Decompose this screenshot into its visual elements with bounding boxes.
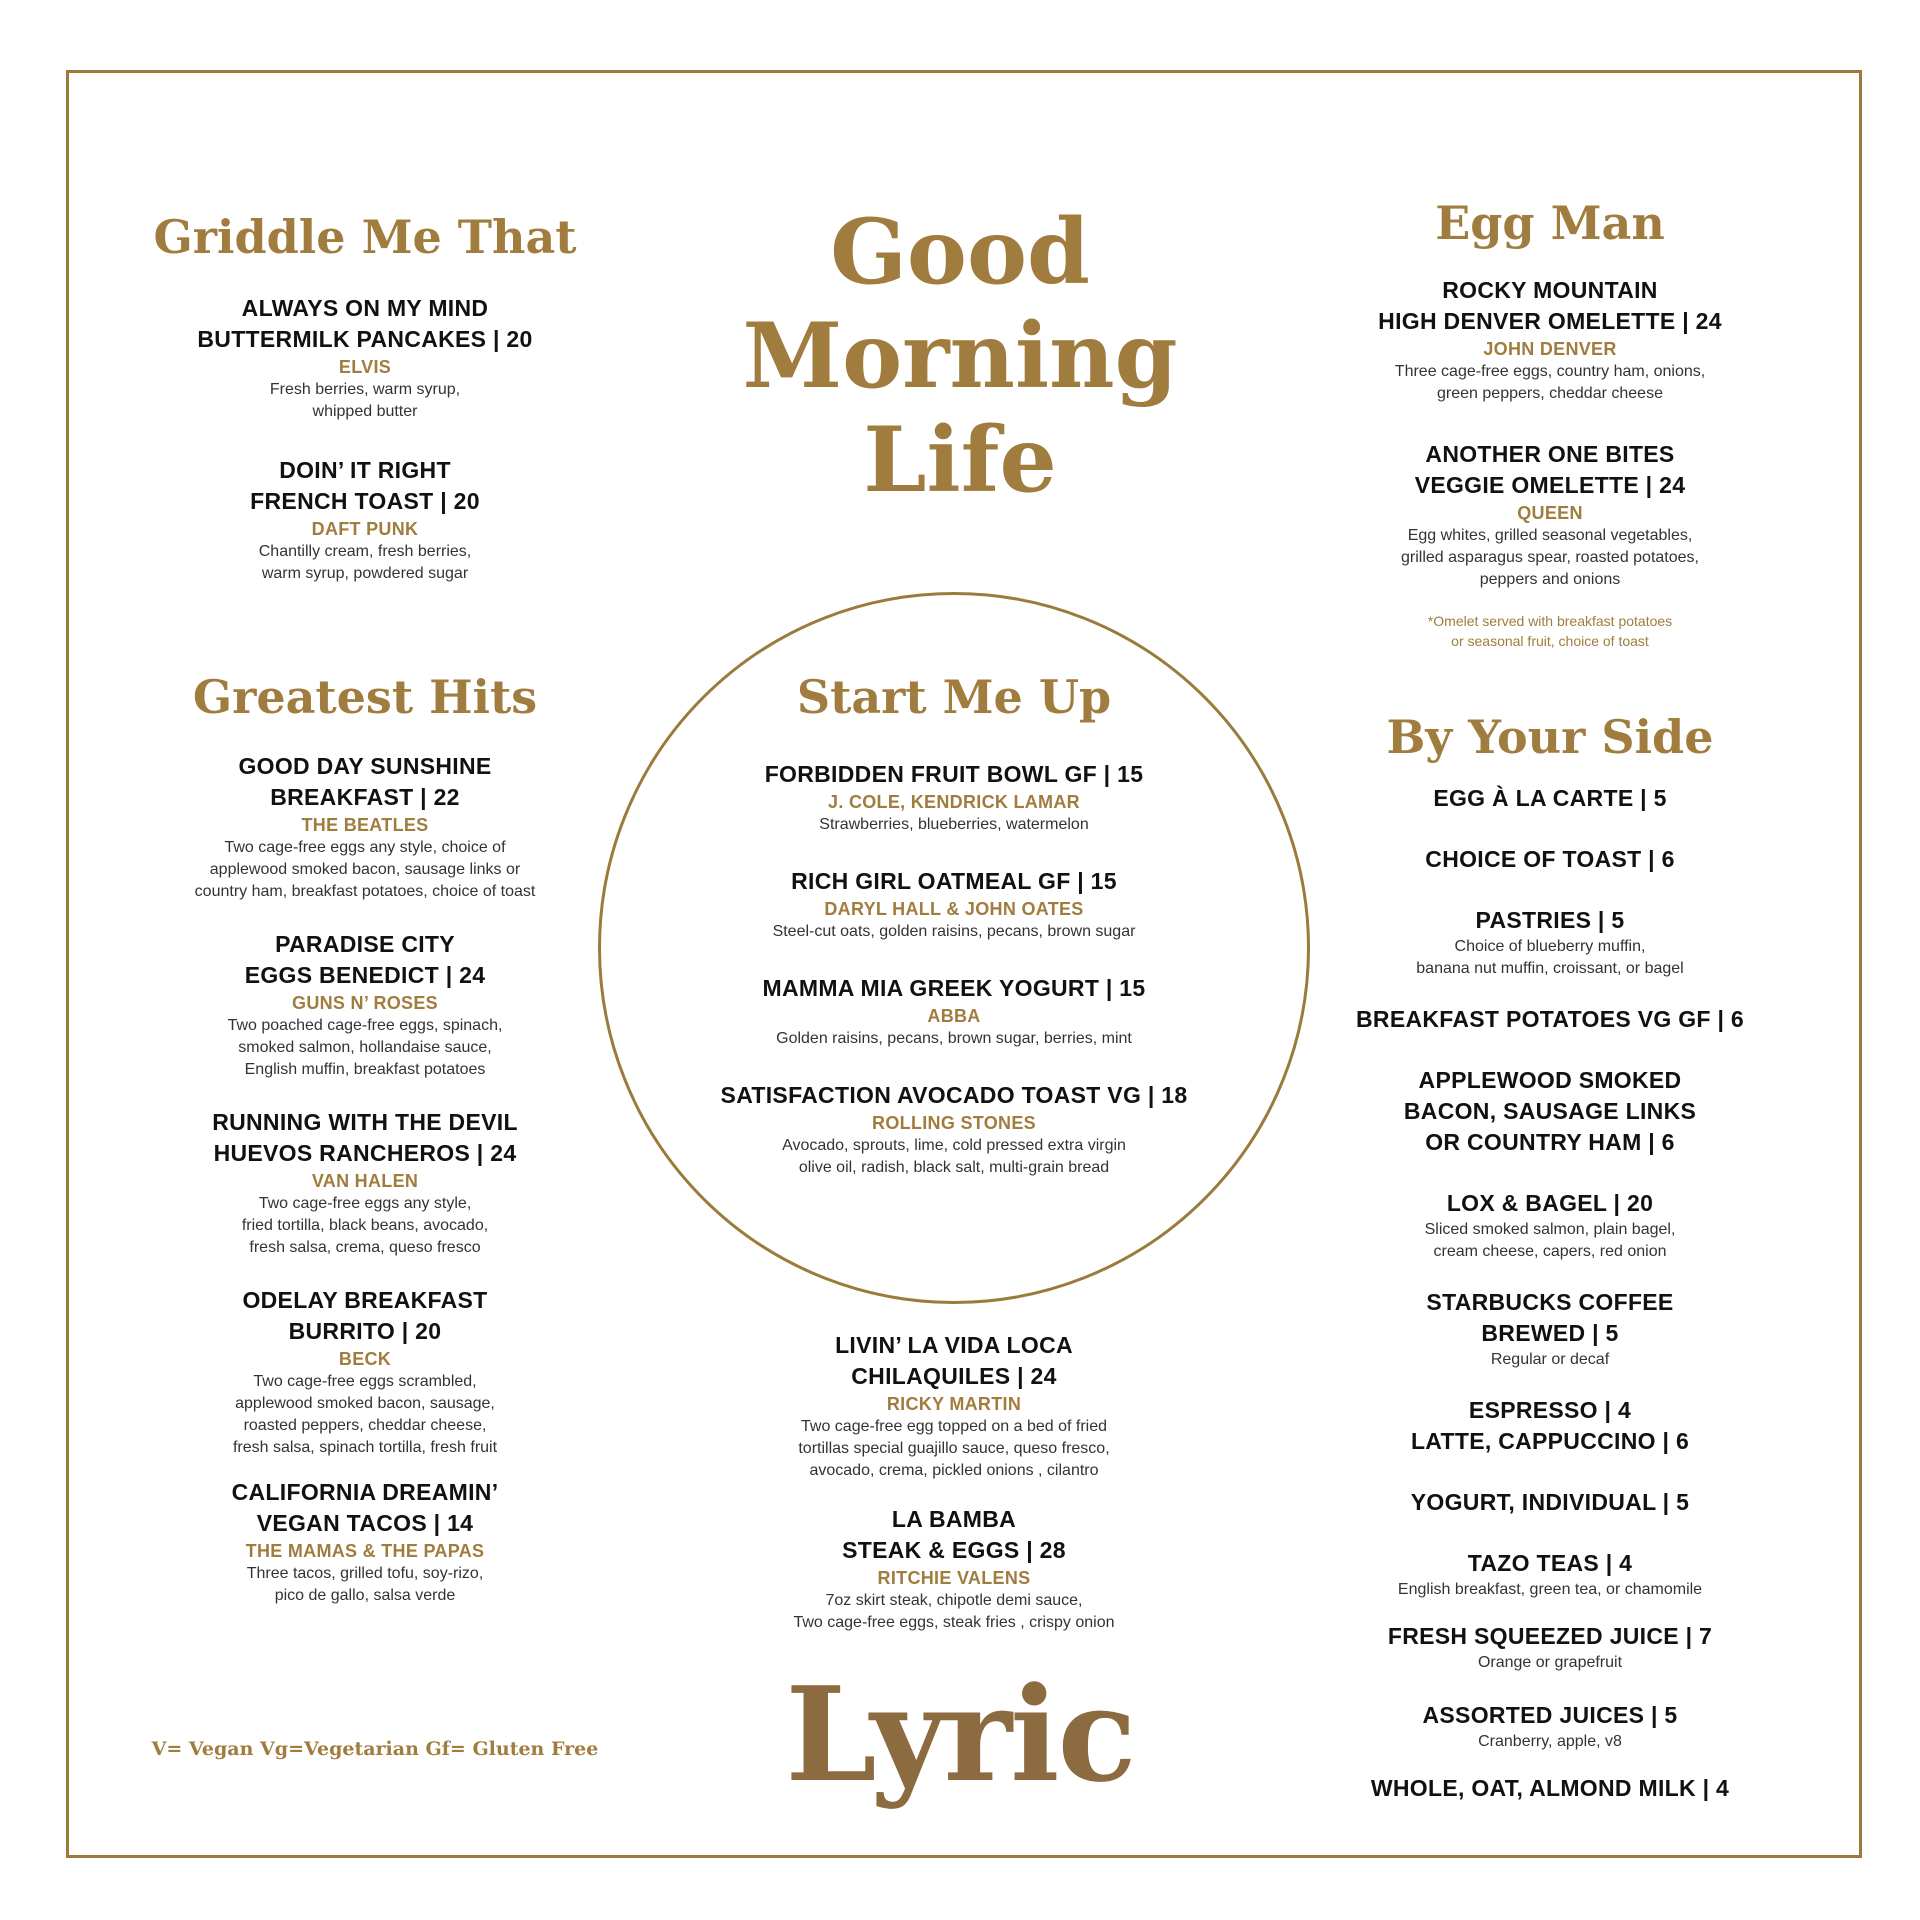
- item-description: Steel-cut oats, golden raisins, pecans, brown sugar: [772, 922, 1136, 940]
- section-heading: By Your Side: [1386, 710, 1714, 764]
- menu-item: [1340, 1487, 1760, 1518]
- item-name: FRESH SQUEEZED JUICE | 7: [1387, 1622, 1713, 1649]
- item-description: Egg whites, grilled seasonal vegetables, grilled asparagus spear, roasted potatoes, peppers and onions: [1401, 526, 1699, 588]
- item-artist: THE MAMAS & THE PAPAS: [245, 1540, 485, 1561]
- item-description: English breakfast, green tea, or chamomile: [1397, 1580, 1703, 1598]
- menu-item: [1340, 905, 1760, 980]
- item-description: Three cage-free eggs, country ham, onions, green peppers, cheddar cheese: [1394, 362, 1706, 402]
- menu-item: [700, 1330, 1208, 1482]
- item-name: LIVIN’ LA VIDA LOCA CHILAQUILES | 24: [835, 1332, 1073, 1389]
- menu-item: [150, 929, 580, 1081]
- item-name: ASSORTED JUICES | 5: [1422, 1701, 1678, 1728]
- item-name: LA BAMBA STEAK & EGGS | 28: [842, 1506, 1066, 1563]
- item-name: CALIFORNIA DREAMIN’ VEGAN TACOS | 14: [231, 1478, 499, 1536]
- menu-item: [660, 973, 1248, 1050]
- item-artist: ROLLING STONES: [872, 1112, 1036, 1133]
- menu-item: [1340, 1287, 1760, 1371]
- section-by-your-side: [1340, 712, 1760, 1804]
- menu-item: [1340, 439, 1760, 591]
- menu-item: [660, 759, 1248, 836]
- title-line-2: Morning: [742, 303, 1178, 409]
- item-name: PASTRIES | 5: [1475, 906, 1625, 933]
- menu-item: [150, 751, 580, 903]
- item-description: Two cage-free eggs scrambled, applewood smoked bacon, sausage, roasted peppers, cheddar cheese, fresh salsa, spinach tortilla, fresh fruit: [232, 1372, 498, 1456]
- item-name: EGG À LA CARTE | 5: [1433, 784, 1667, 811]
- item-description: Two poached cage-free eggs, spinach, smoked salmon, hollandaise sauce, English muffin, breakfast potatoes: [227, 1016, 503, 1078]
- menu-item: [150, 1285, 580, 1459]
- item-artist: ABBA: [927, 1005, 981, 1026]
- section-greatest-hits: [150, 672, 580, 1607]
- section-heading: Griddle Me That: [153, 210, 577, 264]
- omelet-note: *Omelet served with breakfast potatoes or seasonal fruit, choice of toast: [1427, 612, 1673, 649]
- menu-item: [1340, 1065, 1760, 1158]
- item-name: BREAKFAST POTATOES VG GF | 6: [1356, 1005, 1744, 1032]
- menu-item: [1340, 1004, 1760, 1035]
- menu-item: [150, 1107, 580, 1259]
- item-artist: DARYL HALL & JOHN OATES: [824, 898, 1084, 919]
- menu-item: [150, 293, 580, 423]
- item-name: RICH GIRL OATMEAL GF | 15: [791, 867, 1117, 894]
- item-description: Sliced smoked salmon, plain bagel, cream cheese, capers, red onion: [1424, 1220, 1676, 1260]
- item-name: ALWAYS ON MY MIND BUTTERMILK PANCAKES | 20: [197, 294, 533, 352]
- item-name: MAMMA MIA GREEK YOGURT | 15: [762, 974, 1146, 1001]
- menu-item: [150, 455, 580, 585]
- item-description: Two cage-free eggs any style, fried tortilla, black beans, avocado, fresh salsa, crema, queso fresco: [241, 1194, 489, 1256]
- item-name: ODELAY BREAKFAST BURRITO | 20: [242, 1286, 488, 1344]
- item-name: ESPRESSO | 4 LATTE, CAPPUCCINO | 6: [1410, 1396, 1690, 1454]
- item-description: Golden raisins, pecans, brown sugar, berries, mint: [776, 1029, 1132, 1047]
- item-name: LOX & BAGEL | 20: [1446, 1189, 1654, 1216]
- menu-item: [150, 1477, 580, 1607]
- item-artist: RITCHIE VALENS: [877, 1568, 1031, 1588]
- item-name: ROCKY MOUNTAIN HIGH DENVER OMELETTE | 24: [1378, 276, 1722, 334]
- item-name: RUNNING WITH THE DEVIL HUEVOS RANCHEROS | 24: [212, 1108, 518, 1166]
- menu-item: [1340, 1773, 1760, 1804]
- item-artist: DAFT PUNK: [311, 518, 419, 539]
- section-egg-man: [1340, 198, 1760, 651]
- section-center-lower: [700, 1330, 1208, 1634]
- section-heading: Greatest Hits: [192, 670, 538, 724]
- item-description: Three tacos, grilled tofu, soy-rizo, pico de gallo, salsa verde: [246, 1564, 484, 1604]
- item-artist: J. COLE, KENDRICK LAMAR: [828, 791, 1080, 812]
- item-name: FORBIDDEN FRUIT BOWL GF | 15: [764, 760, 1144, 787]
- section-start-me-up: [660, 672, 1248, 1179]
- menu-item: [1340, 275, 1760, 405]
- item-artist: BECK: [338, 1348, 392, 1369]
- menu-item: [660, 1080, 1248, 1179]
- menu-item: [1340, 1621, 1760, 1674]
- menu-item: [1340, 1548, 1760, 1601]
- item-description: Two cage-free egg topped on a bed of fried tortillas special guajillo sauce, queso fresco, avocado, crema, pickled onions , cilantro: [798, 1418, 1110, 1479]
- item-description: 7oz skirt steak, chipotle demi sauce, Two cage-free eggs, steak fries , crispy onion: [793, 1592, 1115, 1631]
- item-artist: GUNS N’ ROSES: [292, 992, 438, 1013]
- dietary-legend: V= Vegan Vg=Vegetarian Gf= Gluten Free: [151, 1738, 599, 1760]
- menu-title: [710, 200, 1210, 512]
- item-name: SATISFACTION AVOCADO TOAST VG | 18: [720, 1081, 1188, 1108]
- item-name: CHOICE OF TOAST | 6: [1425, 845, 1675, 872]
- section-heading: Start Me Up: [796, 670, 1112, 724]
- item-name: ANOTHER ONE BITES VEGGIE OMELETTE | 24: [1414, 440, 1686, 498]
- item-name: YOGURT, INDIVIDUAL | 5: [1410, 1488, 1690, 1515]
- item-description: Fresh berries, warm syrup, whipped butter: [269, 380, 461, 420]
- item-name: WHOLE, OAT, ALMOND MILK | 4: [1370, 1774, 1730, 1801]
- item-description: Chantilly cream, fresh berries, warm syrup, powdered sugar: [258, 542, 472, 582]
- item-description: Avocado, sprouts, lime, cold pressed extra virgin olive oil, radish, black salt, multi-grain bread: [782, 1136, 1126, 1176]
- menu-item: [1340, 1188, 1760, 1263]
- item-description: Choice of blueberry muffin, banana nut muffin, croissant, or bagel: [1416, 937, 1684, 977]
- section-griddle: [150, 212, 580, 585]
- item-name: STARBUCKS COFFEE BREWED | 5: [1426, 1288, 1674, 1346]
- item-name: GOOD DAY SUNSHINE BREAKFAST | 22: [238, 752, 492, 810]
- item-artist: JOHN DENVER: [1483, 338, 1617, 359]
- section-heading: Egg Man: [1435, 196, 1665, 250]
- title-line-1: Good: [830, 199, 1090, 305]
- menu-item: [1340, 1395, 1760, 1457]
- title-line-3: Life: [863, 407, 1057, 513]
- item-name: APPLEWOOD SMOKED BACON, SAUSAGE LINKS OR COUNTRY HAM | 6: [1403, 1066, 1697, 1155]
- lyric-logo: Lyric: [785, 1658, 1135, 1811]
- item-artist: QUEEN: [1517, 502, 1583, 523]
- item-description: Strawberries, blueberries, watermelon: [819, 815, 1089, 833]
- item-description: Two cage-free eggs any style, choice of applewood smoked bacon, sausage links or country ham, breakfast potatoes, choice of toast: [194, 838, 536, 900]
- item-description: Cranberry, apple, v8: [1478, 1732, 1622, 1750]
- item-description: Regular or decaf: [1490, 1350, 1610, 1368]
- menu-item: [1340, 844, 1760, 875]
- item-artist: VAN HALEN: [311, 1170, 419, 1191]
- menu-item: [1340, 783, 1760, 814]
- menu-item: [1340, 1700, 1760, 1753]
- item-description: Orange or grapefruit: [1477, 1653, 1623, 1671]
- menu-item: [660, 866, 1248, 943]
- item-name: TAZO TEAS | 4: [1467, 1549, 1633, 1576]
- item-artist: THE BEATLES: [301, 814, 429, 835]
- item-name: DOIN’ IT RIGHT FRENCH TOAST | 20: [250, 456, 480, 514]
- item-artist: RICKY MARTIN: [886, 1394, 1022, 1414]
- menu-item: [700, 1504, 1208, 1634]
- item-artist: ELVIS: [338, 356, 392, 377]
- item-name: PARADISE CITY EGGS BENEDICT | 24: [244, 930, 486, 988]
